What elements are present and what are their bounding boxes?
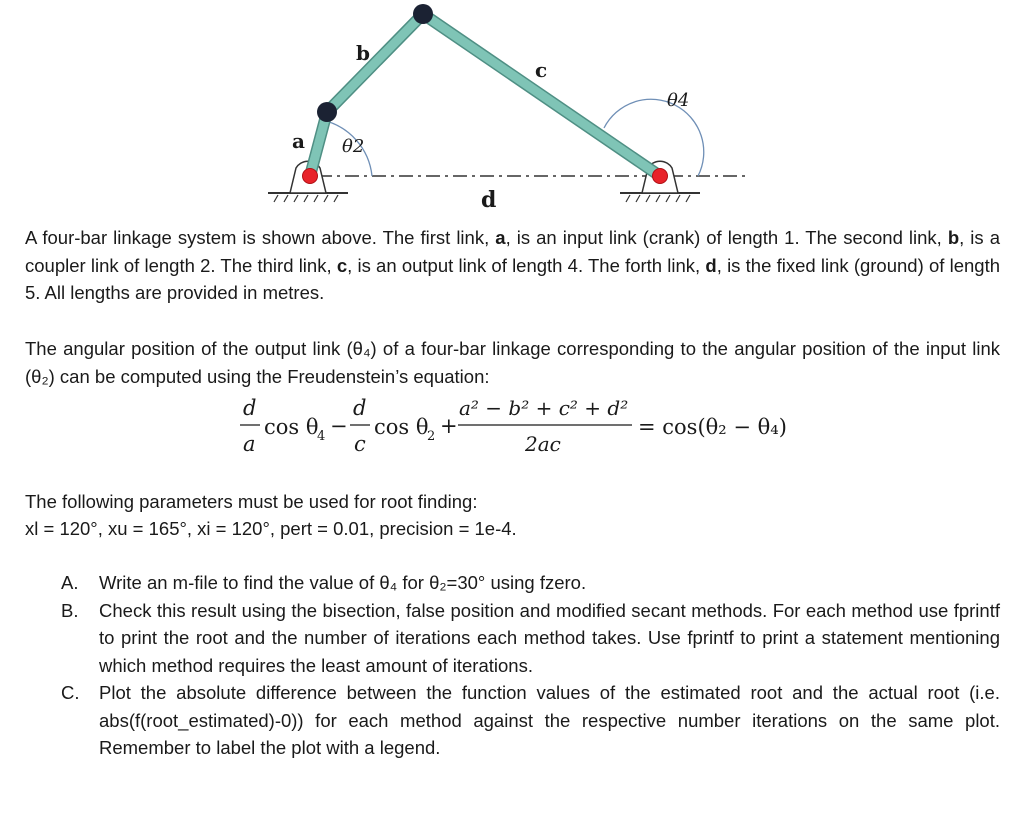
right-pivot bbox=[653, 169, 668, 184]
svg-text:2: 2 bbox=[427, 429, 436, 444]
parameters-heading: The following parameters must be used for root finding: bbox=[25, 491, 478, 512]
bold-b: b bbox=[947, 227, 960, 248]
intro-paragraph: A four-bar linkage system is shown above. The first link, a, is an input link (crank) of length 1. The second link, b, is a coupler link of length 2. The third link, c, is an output link of length 4. The forth link, d, is the fixed link (ground) of length 5. All lengths are provided in metres. bbox=[25, 227, 1000, 303]
label-d: d bbox=[481, 187, 497, 213]
label-b: b bbox=[356, 41, 370, 65]
svg-text:a² − b² + c² + d²: a² − b² + c² + d² bbox=[459, 396, 629, 420]
label-c: c bbox=[535, 58, 548, 82]
four-bar-linkage-diagram bbox=[0, 0, 1024, 225]
svg-text:d: d bbox=[243, 396, 257, 420]
bold-d: d bbox=[705, 254, 717, 276]
svg-text:4: 4 bbox=[317, 429, 326, 444]
joint-ab bbox=[317, 102, 337, 122]
label-a: a bbox=[292, 129, 305, 153]
freudenstein-paragraph: The angular position of the output link (θ₄) of a four-bar linkage corresponding to the angular position of the input link (θ₂) can be computed using the Freudenstein’s equation: bbox=[25, 338, 1000, 387]
label-theta2: θ2 bbox=[342, 136, 365, 157]
svg-text:cos θ: cos θ bbox=[374, 415, 429, 439]
parameters-values: xl = 120°, xu = 165°, xi = 120°, pert = 0.01, precision = 1e-4. bbox=[25, 518, 517, 539]
bold-a: a bbox=[495, 227, 506, 248]
svg-text:2ac: 2ac bbox=[525, 432, 561, 456]
svg-text:c: c bbox=[354, 432, 366, 456]
label-theta4: θ4 bbox=[667, 90, 690, 111]
svg-text:+: + bbox=[440, 414, 458, 438]
svg-text:d: d bbox=[353, 396, 367, 420]
list-item: A. Write an m-file to find the value of θ₄ for θ₂=30° using fzero. bbox=[61, 572, 587, 593]
svg-text:cos θ: cos θ bbox=[264, 415, 319, 439]
svg-text:a: a bbox=[243, 432, 256, 456]
svg-text:−: − bbox=[330, 414, 348, 438]
list-item: B. Check this result using the bisection, false position and modified secant methods. For each method use fprintf to print the root and the number of iterations each method takes. Use fprintf to print a statement mentioning which method requires the least amount of iterations. bbox=[61, 599, 1000, 676]
task-list bbox=[25, 569, 1000, 762]
joint-bc bbox=[413, 4, 433, 24]
freudenstein-equation bbox=[230, 393, 830, 463]
bold-c: c bbox=[336, 254, 348, 276]
left-pivot bbox=[303, 169, 318, 184]
svg-text:= cos(θ₂ − θ₄): = cos(θ₂ − θ₄) bbox=[638, 415, 787, 439]
list-item: C. Plot the absolute difference between the function values of the estimated root and the actual root (i.e. abs(f(root_estimated)-0)) for each method against the respective number iterations on the same plot. Remember to label the plot with a legend. bbox=[61, 682, 1000, 758]
